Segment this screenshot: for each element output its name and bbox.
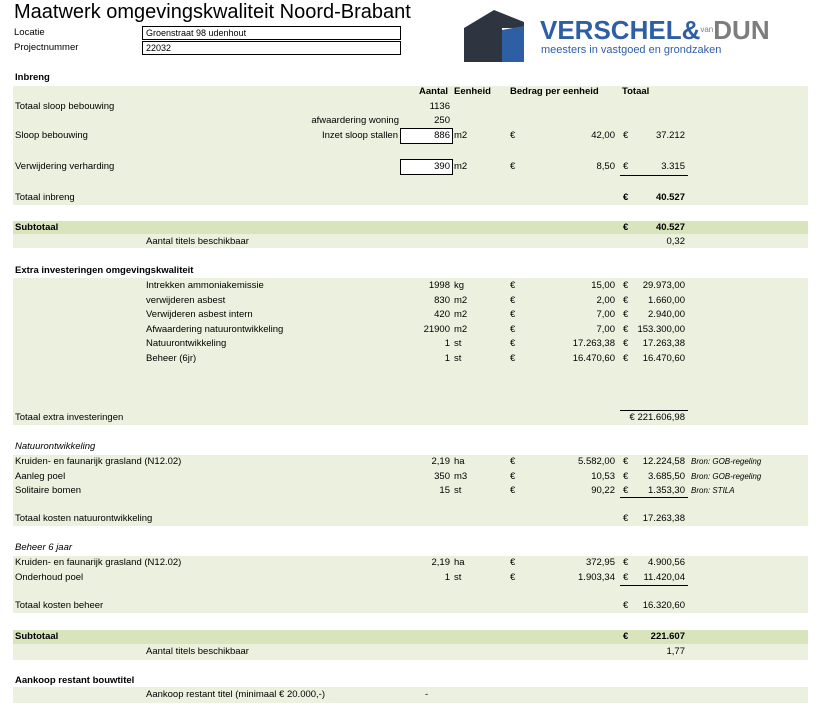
verharding-aantal-box[interactable] [400,159,453,175]
sloop-aantal-box[interactable] [400,128,453,144]
row-eenheid: ha [454,456,465,467]
row-totaal: 3.685,50 [648,470,685,482]
sloop-eenheid: m2 [454,130,468,141]
row-totaal-euro: € [623,485,629,496]
row-bedrag: 10,53 [591,470,615,482]
row-label: Kruiden- en faunarijk grasland (N12.02) [15,456,182,467]
row-bedrag: 2,00 [596,294,615,306]
row-label: Natuurontwikkeling [146,338,227,349]
row-aantal: 830 [434,294,450,306]
col-eenheid: Eenheid [454,86,491,97]
totaal-beheer-value: 16.320,60 [642,600,685,611]
row-euro: € [510,309,516,320]
sloop-aantal-input[interactable]: 886 [434,130,450,141]
row-label: Onderhoud poel [15,571,84,583]
row-totaal-euro: € [623,470,629,482]
row-bedrag: 90,22 [591,485,615,496]
row-totaal-euro: € [623,280,629,291]
row-totaal: 17.263,38 [642,338,685,349]
subtotaal-1-euro: € [623,222,629,233]
subtotaal-2-euro: € [623,631,629,642]
totaal-sloop-label: Totaal sloop bebouwing [15,101,115,112]
row-totaal-euro: € [623,323,629,335]
row-totaal: 4.900,56 [648,557,685,568]
natuur-underline [620,497,688,498]
titels-1-label: Aantal titels beschikbaar [146,236,249,247]
logo-text-dun: DUN [713,15,770,45]
sloop-bedrag: 42,00 [591,130,615,141]
afwaardering-value: 250 [434,115,450,126]
subtotaal-1-label: Subtotaal [15,222,59,233]
inzet-sloop-label: Inzet sloop stallen [321,130,398,141]
totaal-beheer-label: Totaal kosten beheer [15,600,104,611]
totaal-natuur-value: 17.263,38 [642,513,685,524]
page-title: Maatwerk omgevingskwaliteit Noord-Brabant [14,1,411,23]
row-eenheid: st [454,571,462,583]
row-euro: € [510,557,516,568]
natuur-heading: Natuurontwikkeling [15,441,96,452]
row-label: verwijderen asbest [146,294,226,306]
company-logo [462,8,802,64]
row-totaal: 12.224,58 [642,456,685,467]
extra-heading: Extra investeringen omgevingskwaliteit [15,265,194,276]
row-euro: € [510,470,516,482]
titels-2-value: 1,77 [666,646,685,657]
row-totaal-euro: € [623,456,629,467]
row-bedrag: 5.582,00 [578,456,615,467]
row-eenheid: m2 [454,323,468,335]
band-subtotaal-2 [13,630,808,644]
row-label: Beheer (6jr) [146,352,197,364]
logo-tagline: meesters in vastgoed en grondzaken [541,44,722,56]
row-bron: Bron: STILA [691,486,735,495]
beheer-underline [620,585,688,586]
row-bron: Bron: GOB-regeling [691,471,762,481]
sloop-totaal: 37.212 [655,130,685,141]
row-eenheid: m2 [454,294,468,306]
row-bedrag: 7,00 [596,323,615,335]
row-totaal: 1.660,00 [648,294,685,306]
row-bedrag: 7,00 [596,309,615,320]
row-eenheid: m2 [454,309,468,320]
row-aantal: 1 [444,352,450,364]
logo-text-verschel: VERSCHEL [540,15,682,45]
subtotaal-2-value: 221.607 [650,631,685,642]
row-aantal: 1998 [428,280,450,291]
row-aantal: 15 [439,485,450,496]
totaal-inbreng-label: Totaal inbreng [15,192,75,203]
row-totaal: 153.300,00 [637,323,685,335]
row-euro: € [510,571,516,583]
extra-overline [620,410,688,411]
row-bron: Bron: GOB-regeling [691,457,762,466]
sloop-totaal-euro: € [623,130,629,141]
band-subtotaal-1 [13,221,808,234]
row-eenheid: st [454,352,462,364]
subtotaal-1-value: 40.527 [655,222,685,233]
row-totaal: 1.353,30 [648,485,685,496]
row-eenheid: kg [454,280,465,291]
beheer-heading: Beheer 6 jaar [15,542,73,553]
verharding-label: Verwijdering verharding [15,161,115,172]
totaal-natuur-label: Totaal kosten natuurontwikkeling [15,513,153,524]
row-label: Afwaardering natuurontwikkeling [146,323,284,335]
row-euro: € [510,280,516,291]
row-euro: € [510,456,516,467]
totaal-natuur-euro: € [623,513,629,524]
band-titels-2 [13,644,808,660]
verharding-bedrag: 8,50 [596,161,615,172]
titels-1-value: 0,32 [666,236,685,247]
row-euro: € [510,352,516,364]
logo-ampersand: & [681,15,701,45]
titels-2-label: Aantal titels beschikbaar [146,646,249,657]
afwaardering-label: afwaardering woning [311,115,399,126]
row-aantal: 2,19 [431,557,450,568]
row-totaal-euro: € [623,309,629,320]
row-aantal: 2,19 [431,456,450,467]
aankoop-value: - [425,689,429,700]
totaal-beheer-euro: € [623,600,629,611]
row-totaal: 29.973,00 [642,280,685,291]
subtotaal-2-label: Subtotaal [15,631,59,642]
col-aantal: Aantal [419,86,449,97]
row-eenheid: st [454,485,462,496]
row-euro: € [510,338,516,349]
totaal-inbreng-value: 40.527 [655,192,685,203]
verharding-underline [620,175,688,176]
aankoop-heading: Aankoop restant bouwtitel [15,675,135,686]
totaal-sloop-value: 1136 [429,101,450,112]
row-totaal: 2.940,00 [648,309,685,320]
location-field[interactable]: Groenstraat 98 udenhout [142,26,401,40]
project-number-field[interactable]: 22032 [142,41,401,55]
row-totaal-euro: € [623,557,629,568]
sloop-euro: € [510,130,516,141]
verharding-euro: € [510,161,516,172]
row-totaal-euro: € [623,338,629,349]
sloop-label: Sloop bebouwing [15,130,88,141]
logo-text-van: van [700,25,714,34]
row-label: Verwijderen asbest intern [146,309,253,320]
row-aantal: 350 [434,470,450,482]
aankoop-label: Aankoop restant titel (minimaal € 20.000,-) [146,689,326,700]
totaal-inbreng-euro: € [623,192,629,203]
row-totaal-euro: € [623,352,629,364]
row-totaal-euro: € [623,294,629,306]
row-euro: € [510,485,516,496]
row-aantal: 420 [434,309,450,320]
row-bedrag: 17.263,38 [572,338,615,349]
row-bedrag: 16.470,60 [572,352,615,364]
inbreng-heading: Inbreng [15,72,50,83]
row-totaal: 11.420,04 [643,571,685,583]
col-bedrag: Bedrag per eenheid [510,86,599,97]
totaal-extra-value: € 221.606,98 [629,412,685,423]
row-aantal: 1 [444,338,450,349]
row-aantal: 1 [444,571,450,583]
project-number-label: Projectnummer [14,42,79,53]
row-label: Intrekken ammoniakemissie [146,280,264,291]
row-bedrag: 372,95 [585,557,615,568]
totaal-extra-label: Totaal extra investeringen [15,412,124,423]
location-label: Locatie [14,27,45,38]
row-eenheid: st [454,338,462,349]
row-bedrag: 1.903,34 [578,571,615,583]
house-logo-icon [462,8,526,64]
verharding-totaal-euro: € [623,161,629,172]
row-eenheid: ha [454,557,465,568]
row-aantal: 21900 [423,323,450,335]
verharding-totaal: 3.315 [661,161,685,172]
row-label: Kruiden- en faunarijk grasland (N12.02) [15,557,182,568]
row-totaal: 16.470,60 [642,352,685,364]
verharding-aantal-input[interactable]: 390 [434,161,450,172]
band-aankoop [13,687,808,703]
col-totaal: Totaal [622,86,650,97]
row-euro: € [510,323,516,335]
band-titels-1 [13,234,808,248]
verharding-eenheid: m2 [454,161,468,172]
row-totaal-euro: € [623,571,629,583]
row-eenheid: m3 [454,470,468,482]
row-bedrag: 15,00 [591,280,615,291]
row-label: Aanleg poel [15,470,66,482]
row-label: Solitaire bomen [15,485,82,496]
row-euro: € [510,294,516,306]
